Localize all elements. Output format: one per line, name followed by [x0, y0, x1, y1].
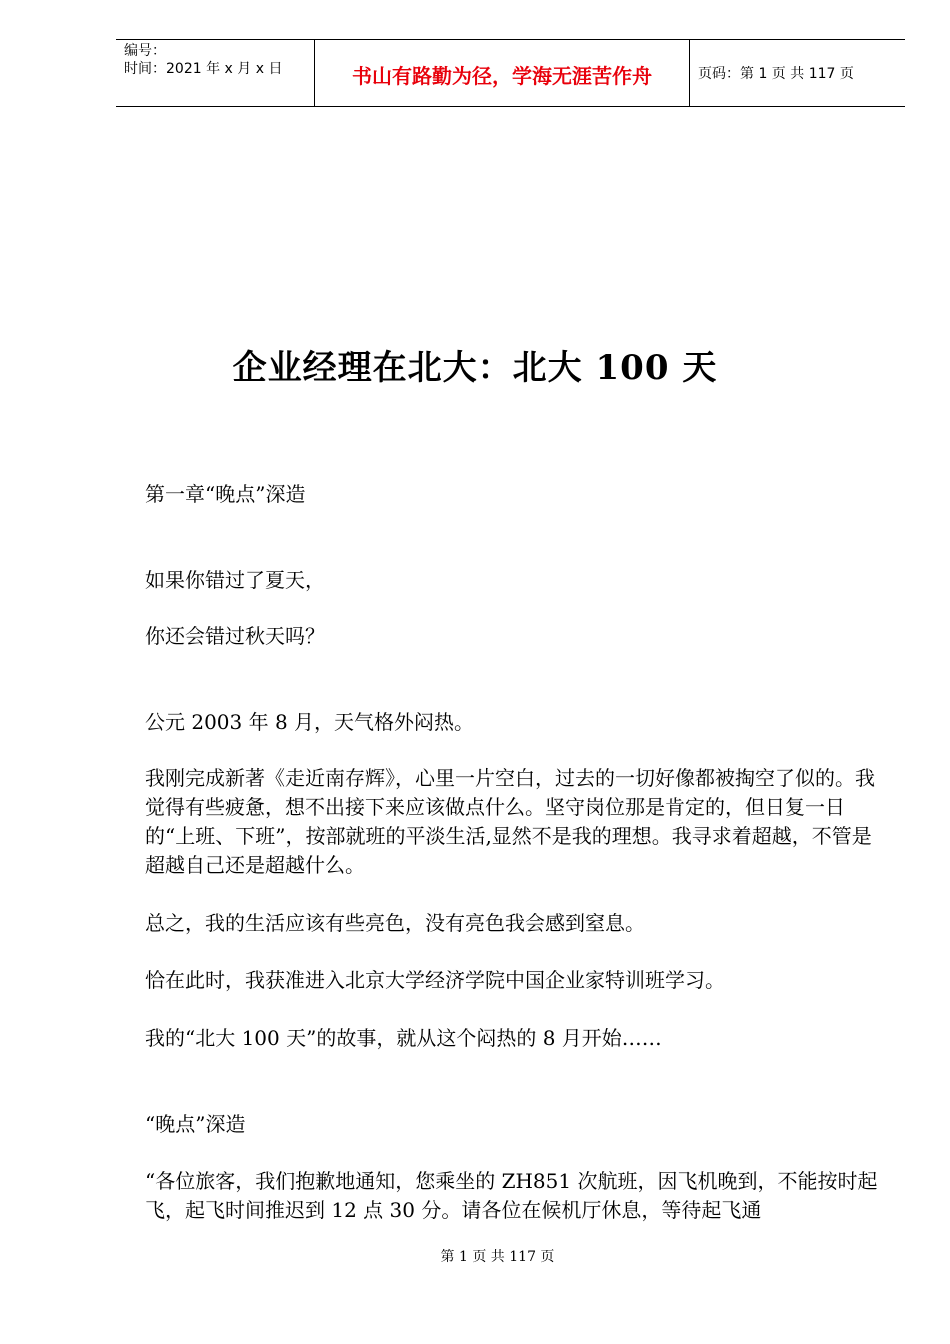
page-header	[116, 39, 905, 107]
paragraph-4: 我刚完成新著《走近南存辉》，心里一片空白，过去的一切好像都被掏空了似的。我觉得有些疲惫，想不出接下来应该做点什么。坚守岗位那是肯定的，但日复一日的“上班、下班”，按部就班的平淡生活,显然不是我的理想。我寻求着超越，不管是超越自己还是超越什么。	[145, 766, 875, 877]
document-number-label: 编号：	[124, 43, 166, 59]
paragraph-9: “各位旅客，我们抱歉地通知，您乘坐的 ZH851 次航班，因飞机晚到，不能按时起飞，起飞时间推迟到 12 点 30 分。请各位在候机厅休息，等待起飞通	[145, 1169, 878, 1222]
header-meta-cell	[116, 40, 315, 106]
document-time-label: 时间：2021 年 x 月 x 日	[124, 61, 283, 77]
section-heading: “晚点”深造	[145, 1112, 246, 1136]
paragraph-5: 总之，我的生活应该有些亮色，没有亮色我会感到窒息。	[145, 911, 645, 935]
paragraph-1: 如果你错过了夏天，	[145, 568, 325, 592]
document-title: 企业经理在北大：北大 100 天	[232, 348, 718, 388]
chapter-heading: 第一章“晚点”深造	[145, 482, 306, 506]
paragraph-6: 恰在此时，我获准进入北京大学经济学院中国企业家特训班学习。	[145, 968, 725, 992]
paragraph-2: 你还会错过秋天吗？	[145, 624, 325, 648]
paragraph-7: 我的“北大 100 天”的故事，就从这个闷热的 8 月开始……	[145, 1026, 662, 1050]
paragraph-3: 公元 2003 年 8 月，天气格外闷热。	[145, 710, 475, 734]
header-page-info: 页码：第 1 页 共 117 页	[698, 66, 854, 82]
page-footer: 第 1 页 共 117 页	[440, 1249, 555, 1265]
header-motto: 书山有路勤为径，学海无涯苦作舟	[315, 40, 690, 106]
